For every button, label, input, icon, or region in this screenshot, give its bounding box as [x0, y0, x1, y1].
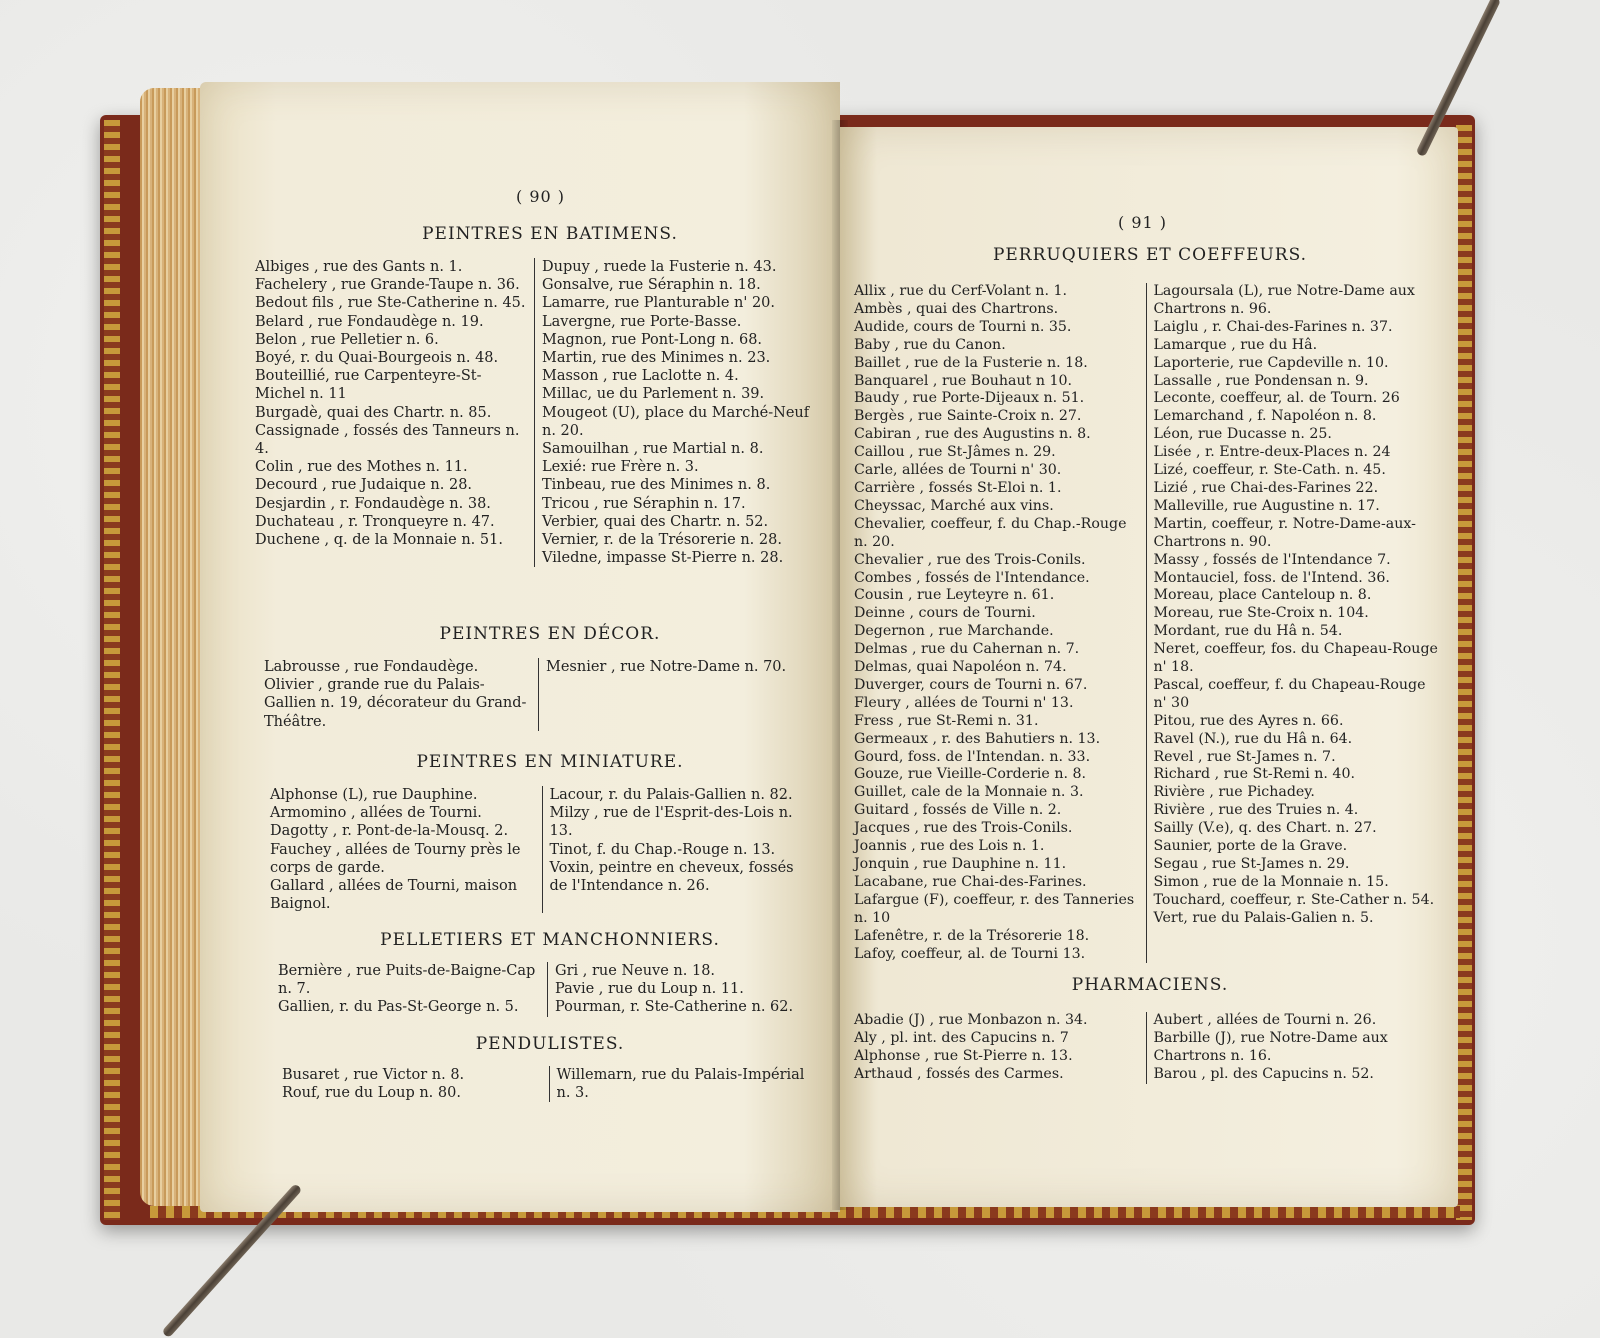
directory-entry: Willemarn, rue du Palais-Impérial n. 3. [556, 1067, 805, 1102]
directory-entry: Milzy , rue de l'Esprit-des-Lois n. 13. [549, 805, 793, 840]
directory-entry: Simon , rue de la Monnaie n. 15. [1153, 873, 1389, 890]
directory-entry: Montauciel, foss. de l'Intend. 36. [1153, 569, 1390, 586]
directory-entry: Bergès , rue Sainte-Croix n. 27. [854, 408, 1082, 425]
directory-entry: Ambès , quai des Chartrons. [854, 300, 1059, 317]
directory-entry: Delmas, quai Napoléon n. 74. [854, 659, 1067, 676]
directory-entry: Sailly (V.e), q. des Chart. n. 27. [1153, 820, 1377, 837]
directory-entry: Bouteillié, rue Carpenteyre-St-Michel n. 11 [255, 368, 482, 403]
directory-entry: Segau , rue St-James n. 29. [1153, 856, 1350, 872]
directory-entry: Cabiran , rue des Augustins n. 8. [854, 426, 1091, 443]
directory-entry: Lacabane, rue Chai-des-Farines. [854, 873, 1087, 890]
directory-entry: Moreau, rue Ste-Croix n. 104. [1153, 605, 1369, 622]
directory-entry: Gourd, foss. de l'Intendan. n. 33. [854, 748, 1091, 765]
directory-entry: Gallien, r. du Pas-St-George n. 5. [278, 999, 519, 1016]
directory-entry: Tinot, f. du Chap.-Rouge n. 13. [549, 841, 776, 858]
directory-entry: Guitard , fossés de Ville n. 2. [854, 802, 1062, 819]
directory-entry: Mesnier , rue Notre-Dame n. 70. [546, 659, 787, 675]
directory-entry: Carle, allées de Tourni n' 30. [854, 462, 1062, 479]
column-left [854, 283, 1147, 963]
directory-entry: Baudy , rue Porte-Dijeaux n. 51. [854, 390, 1085, 407]
directory-entry: Rivière , rue Pichadey. [1153, 784, 1315, 801]
directory-entry: Gouze, rue Vieille-Corderie n. 8. [854, 766, 1087, 783]
section-title: PERRUQUIERS ET COEFFEURS. [992, 245, 1308, 265]
directory-entry: Millac, ue du Parlement n. 39. [542, 386, 765, 403]
directory-entry: Duchene , q. de la Monnaie n. 51. [255, 532, 503, 549]
directory-entry: Samouilhan , rue Martial n. 8. [542, 441, 764, 458]
directory-entry: Moreau, place Canteloup n. 8. [1153, 587, 1372, 604]
directory-entry: Dupuy , ruede la Fusterie n. 43. [542, 259, 777, 275]
section-columns [854, 283, 1439, 963]
directory-entry: Gri , rue Neuve n. 18. [555, 963, 716, 979]
directory-entry: Saunier, porte de la Grave. [1153, 838, 1348, 855]
directory-entry: Neret, coeffeur, fos. du Chapeau-Rouge n' 18. [1153, 641, 1438, 676]
column-right [550, 1066, 818, 1102]
directory-entry: Belon , rue Pelletier n. 6. [255, 331, 439, 348]
section-title: PELLETIERS ET MANCHONNIERS. [380, 930, 720, 950]
directory-entry: Duverger, cours de Tourni n. 67. [854, 676, 1088, 693]
directory-entry: Baillet , rue de la Fusterie n. 18. [854, 354, 1088, 371]
directory-entry: Olivier , grande rue du Palais-Gallien n. 19, décorateur du Grand-Théâtre. [264, 677, 527, 730]
directory-entry: Lamarre, rue Planturable n' 20. [542, 295, 776, 312]
directory-entry: Tricou , rue Séraphin n. 17. [542, 495, 746, 512]
directory-entry: Revel , rue St-James n. 7. [1153, 748, 1336, 765]
directory-entry: Cassignade , fossés des Tanneurs n. 4. [255, 422, 520, 458]
directory-entry: Rivière , rue des Truies n. 4. [1153, 802, 1359, 819]
directory-entry: Delmas , rue du Cahernan n. 7. [854, 641, 1080, 658]
directory-entry: Jonquin , rue Dauphine n. 11. [854, 856, 1067, 872]
directory-entry: Lafargue (F), coeffeur, r. des Tanneries n. 10 [854, 891, 1135, 926]
directory-entry: Aly , pl. int. des Capucins n. 7 [854, 1029, 1069, 1046]
directory-entry: Deinne , cours de Tourni. [854, 605, 1036, 622]
directory-entry: Lafoy, coeffeur, al. de Tourni 13. [854, 945, 1086, 962]
directory-entry: Banquarel , rue Bouhaut n 10. [854, 372, 1073, 389]
gilt-border-left [104, 120, 120, 1220]
directory-entry: Arthaud , fossés des Carmes. [854, 1065, 1064, 1082]
directory-entry: Colin , rue des Mothes n. 11. [255, 459, 468, 476]
directory-entry: Mougeot (U), place du Marché-Neuf n. 20. [542, 404, 810, 439]
right-page [840, 127, 1458, 1207]
directory-entry: Viledne, impasse St-Pierre n. 28. [542, 550, 784, 567]
directory-entry: Lavergne, rue Porte-Basse. [542, 313, 742, 330]
directory-entry: Cousin , rue Leyteyre n. 61. [854, 587, 1055, 604]
directory-entry: Leconte, coeffeur, al. de Tourn. 26 [1153, 390, 1400, 407]
gilt-border-right [1456, 125, 1472, 1220]
column-left [255, 258, 535, 567]
directory-entry: Voxin, peintre en cheveux, fossés de l'Intendance n. 26. [549, 859, 794, 895]
section-title: PHARMACIENS. [1071, 975, 1229, 995]
section-title: PEINTRES EN BATIMENS. [422, 224, 678, 244]
section-columns [282, 1066, 817, 1102]
directory-entry: Richard , rue St-Remi n. 40. [1153, 766, 1355, 783]
column-right [543, 786, 816, 913]
directory-entry: Audide, cours de Tourni n. 35. [854, 318, 1072, 335]
directory-entry: Martin, coeffeur, r. Notre-Dame-aux-Chartrons n. 90. [1153, 515, 1416, 550]
directory-entry: Bernière , rue Puits-de-Baigne-Cap n. 7. [278, 963, 536, 998]
column-right [1147, 1012, 1440, 1084]
directory-entry: Pavie , rue du Loup n. 11. [555, 981, 744, 998]
directory-entry: Baby , rue du Canon. [854, 336, 1006, 353]
directory-entry: Lamarque , rue du Hâ. [1153, 336, 1318, 353]
directory-entry: Joannis , rue des Lois n. 1. [854, 838, 1045, 855]
directory-entry: Fleury , allées de Tourni n' 13. [854, 694, 1074, 711]
directory-entry: Desjardin , r. Fondaudège n. 38. [255, 495, 491, 512]
directory-entry: Barou , pl. des Capucins n. 52. [1153, 1065, 1374, 1082]
directory-entry: Guillet, cale de la Monnaie n. 3. [854, 784, 1084, 801]
column-left [278, 962, 548, 1017]
directory-entry: Tinbeau, rue des Minimes n. 8. [542, 477, 771, 494]
directory-entry: Lizié , rue Chai-des-Farines 22. [1153, 479, 1379, 496]
directory-entry: Burgadè, quai des Chartr. n. 85. [255, 404, 492, 421]
directory-entry: Decourd , rue Judaique n. 28. [255, 477, 473, 494]
directory-entry: Fress , rue St-Remi n. 31. [854, 712, 1039, 729]
section-title: PEINTRES EN DÉCOR. [439, 624, 661, 644]
left-page [200, 82, 840, 1212]
column-right [1147, 283, 1440, 963]
section-title: PEINTRES EN MINIATURE. [416, 752, 684, 772]
directory-entry: Busaret , rue Victor n. 8. [282, 1067, 465, 1083]
directory-entry: Vernier, r. de la Trésorerie n. 28. [542, 532, 782, 549]
column-right [539, 658, 814, 731]
section-columns [255, 258, 815, 567]
directory-entry: Belard , rue Fondaudège n. 19. [255, 313, 484, 330]
directory-entry: Degernon , rue Marchande. [854, 623, 1054, 640]
directory-entry: Laporterie, rue Capdeville n. 10. [1153, 354, 1389, 371]
directory-entry: Carrière , fossés St-Eloi n. 1. [854, 479, 1062, 496]
directory-entry: Lagoursala (L), rue Notre-Dame aux Chartrons n. 96. [1153, 283, 1415, 317]
directory-entry: Allix , rue du Cerf-Volant n. 1. [854, 283, 1068, 299]
column-left [282, 1066, 550, 1102]
directory-entry: Chevalier , rue des Trois-Conils. [854, 551, 1086, 568]
section-columns [854, 1012, 1439, 1084]
directory-entry: Pascal, coeffeur, f. du Chapeau-Rouge n' 30 [1153, 676, 1426, 711]
directory-entry: Boyé, r. du Quai-Bourgeois n. 48. [255, 350, 499, 367]
directory-entry: Martin, rue des Minimes n. 23. [542, 350, 771, 367]
directory-entry: Touchard, coeffeur, r. Ste-Cather n. 54. [1153, 891, 1435, 908]
directory-entry: Laiglu , r. Chai-des-Farines n. 37. [1153, 318, 1393, 335]
directory-entry: Fauchey , allées de Tourny près le corps de garde. [270, 841, 521, 876]
directory-entry: Vert, rue du Palais-Galien n. 5. [1153, 909, 1374, 926]
directory-entry: Alphonse , rue St-Pierre n. 13. [854, 1047, 1073, 1064]
directory-entry: Albiges , rue des Gants n. 1. [255, 259, 463, 275]
directory-entry: Massy , fossés de l'Intendance 7. [1153, 551, 1391, 568]
directory-entry: Dagotty , r. Pont-de-la-Mousq. 2. [270, 823, 509, 840]
directory-entry: Masson , rue Laclotte n. 4. [542, 368, 739, 385]
directory-entry: Ravel (N.), rue du Hâ n. 64. [1153, 730, 1353, 747]
directory-entry: Magnon, rue Pont-Long n. 68. [542, 331, 763, 348]
directory-entry: Armomino , allées de Tourni. [270, 805, 482, 822]
column-right [535, 258, 815, 567]
directory-entry: Lacour, r. du Palais-Gallien n. 82. [549, 787, 793, 803]
directory-entry: Pitou, rue des Ayres n. 66. [1153, 712, 1344, 729]
directory-entry: Chevalier, coeffeur, f. du Chap.-Rouge n. 20. [854, 515, 1127, 550]
directory-entry: Labrousse , rue Fondaudège. [264, 659, 479, 675]
directory-entry: Gallard , allées de Tourni, maison Baignol. [270, 878, 518, 913]
section-columns [278, 962, 818, 1017]
page-number: ( 90 ) [516, 187, 566, 206]
section-title: PENDULISTES. [475, 1034, 625, 1054]
directory-entry: Malleville, rue Augustine n. 17. [1153, 497, 1380, 514]
directory-entry: Abadie (J) , rue Monbazon n. 34. [854, 1012, 1088, 1028]
directory-entry: Duchateau , r. Tronqueyre n. 47. [255, 513, 495, 530]
directory-entry: Bedout fils , rue Ste-Catherine n. 45. [255, 295, 526, 312]
page-number: ( 91 ) [1118, 213, 1168, 232]
section-columns [270, 786, 815, 913]
directory-entry: Combes , fossés de l'Intendance. [854, 569, 1090, 586]
column-left [854, 1012, 1147, 1084]
directory-entry: Caillou , rue St-Jâmes n. 29. [854, 444, 1056, 461]
directory-entry: Cheyssac, Marché aux vins. [854, 497, 1054, 514]
column-left [264, 658, 539, 731]
directory-entry: Alphonse (L), rue Dauphine. [270, 787, 478, 803]
directory-entry: Verbier, quai des Chartr. n. 52. [542, 513, 769, 530]
column-left [270, 786, 543, 913]
directory-entry: Jacques , rue des Trois-Conils. [854, 820, 1073, 837]
directory-entry: Lizé, coeffeur, r. Ste-Cath. n. 45. [1153, 462, 1386, 479]
section-columns [264, 658, 814, 731]
directory-entry: Lisée , r. Entre-deux-Places n. 24 [1153, 444, 1391, 461]
directory-entry: Mordant, rue du Hâ n. 54. [1153, 623, 1343, 640]
directory-entry: Rouf, rue du Loup n. 80. [282, 1085, 461, 1102]
directory-entry: Léon, rue Ducasse n. 25. [1153, 426, 1332, 443]
directory-entry: Lemarchand , f. Napoléon n. 8. [1153, 408, 1377, 425]
directory-entry: Fachelery , rue Grande-Taupe n. 36. [255, 277, 520, 294]
directory-entry: Pourman, r. Ste-Catherine n. 62. [555, 999, 794, 1016]
directory-entry: Aubert , allées de Tourni n. 26. [1153, 1012, 1377, 1028]
directory-entry: Lassalle , rue Pondensan n. 9. [1153, 372, 1369, 389]
column-right [548, 962, 818, 1017]
directory-entry: Germeaux , r. des Bahutiers n. 13. [854, 730, 1101, 747]
directory-entry: Lexié: rue Frère n. 3. [542, 459, 699, 476]
directory-entry: Lafenêtre, r. de la Trésorerie 18. [854, 927, 1090, 944]
directory-entry: Gonsalve, rue Séraphin n. 18. [542, 277, 761, 294]
directory-entry: Barbille (J), rue Notre-Dame aux Chartrons n. 16. [1153, 1029, 1388, 1064]
